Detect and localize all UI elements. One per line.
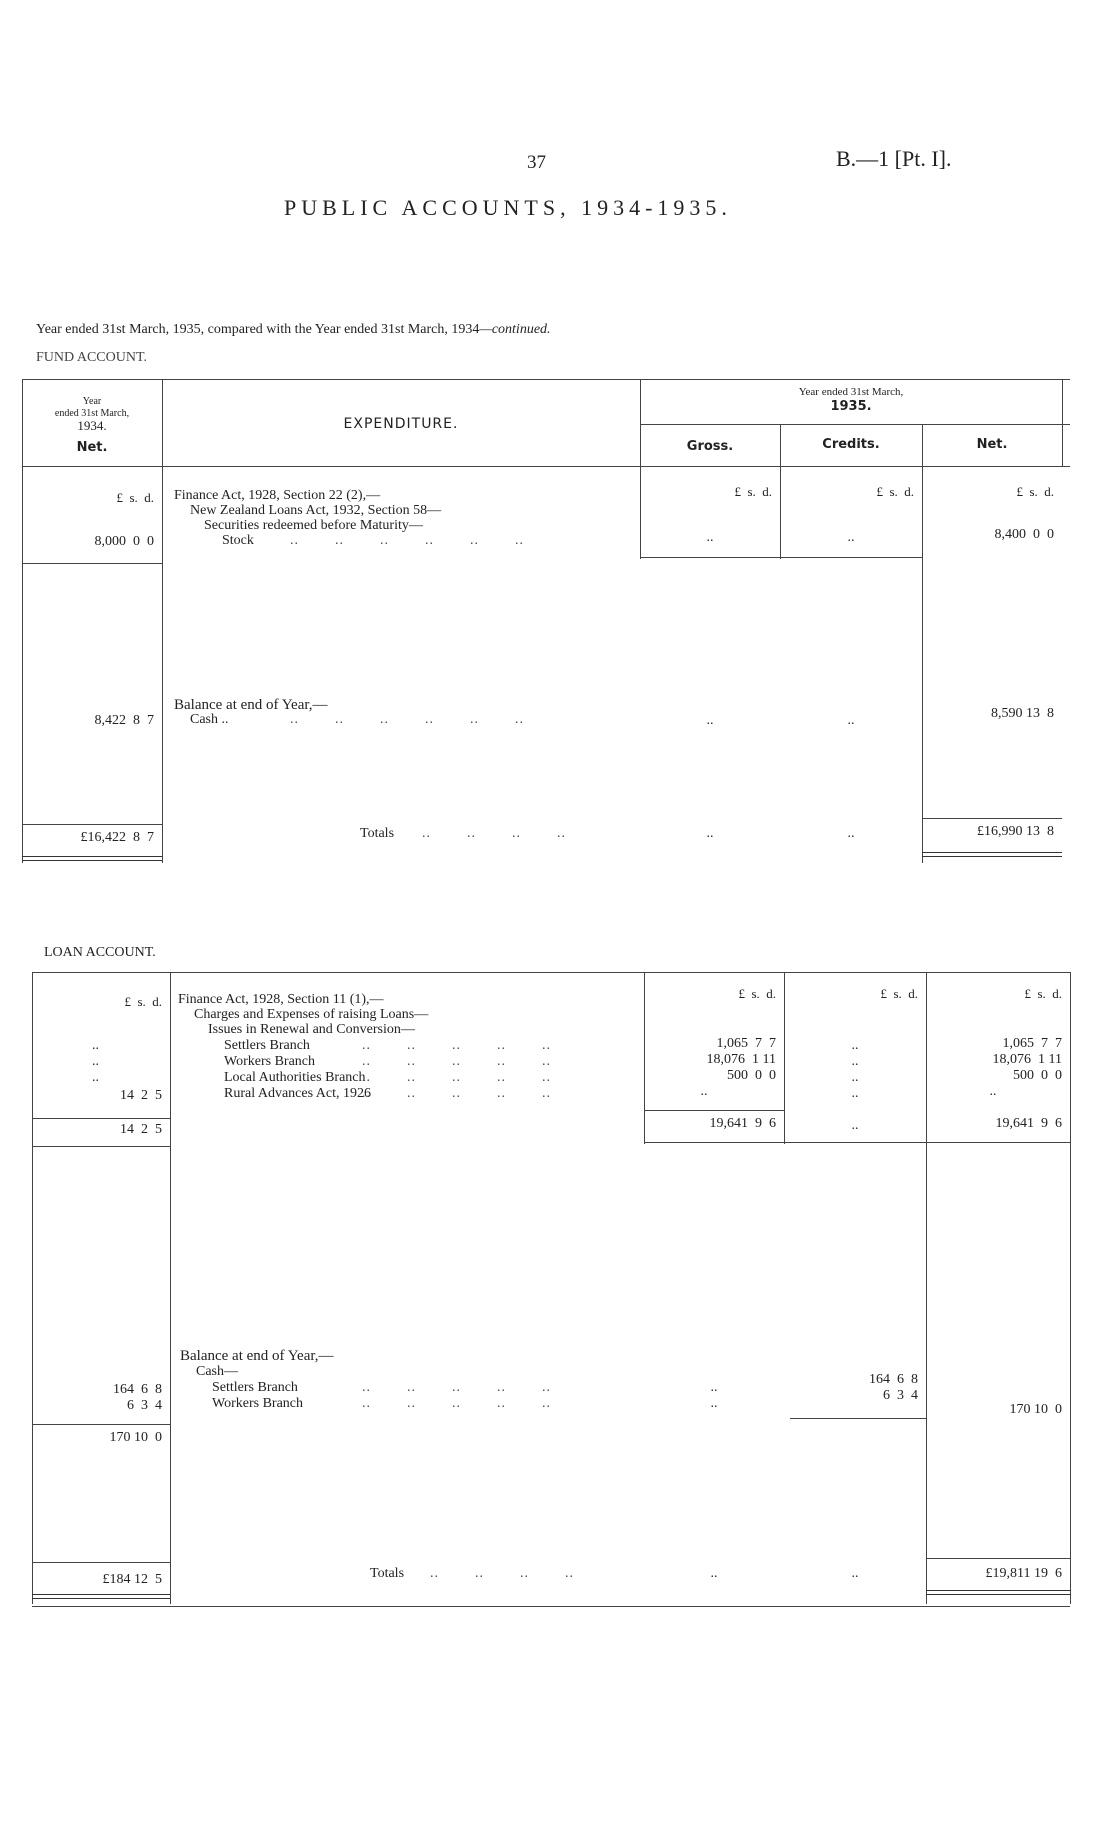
loan-balance-label: Balance at end of Year,—: [180, 1348, 334, 1364]
page-title: PUBLIC ACCOUNTS, 1934-1935.: [284, 195, 732, 220]
loan-totals-credits: ..: [851, 1566, 859, 1581]
loan-units-net: £ s. d.: [1024, 986, 1062, 1001]
loan-item-credits: ..: [851, 1054, 859, 1069]
loan-item-gross: 500 0 0: [727, 1068, 776, 1083]
loan-section-label: LOAN ACCOUNT.: [44, 945, 156, 960]
loan-item-label: Settlers Branch: [224, 1038, 310, 1053]
subtitle-continued: —continued.: [479, 322, 551, 337]
units-gross: £ s. d.: [734, 484, 772, 499]
loan-act-line1: Finance Act, 1928, Section 11 (1),—: [178, 992, 384, 1007]
fund-act-line2: New Zealand Loans Act, 1932, Section 58—: [190, 503, 442, 518]
fund-stock-label: Stock: [222, 533, 254, 548]
col-expenditure: EXPENDITURE.: [343, 416, 459, 432]
leader-dots: .. .. .. .. .. .. .. .. .. .. .. .. .. .. .. .. .. .. .. ..: [362, 1038, 551, 1101]
fund-section-label: FUND ACCOUNT.: [36, 350, 147, 365]
fund-balance-label: Balance at end of Year,—: [174, 697, 328, 713]
loan-subtotal-credits: ..: [851, 1118, 859, 1133]
subtitle-text: Year ended 31st March, 1935, compared with the Year ended 31st March, 1934: [36, 322, 480, 337]
fund-cash-gross: ..: [706, 713, 714, 728]
col-net: Net.: [976, 437, 1008, 452]
loan-totals-prev: £184 12 5: [102, 1572, 162, 1587]
loan-cash-item-gross: ..: [710, 1380, 718, 1395]
loan-act-line3: Issues in Renewal and Conversion—: [208, 1022, 415, 1037]
page-number: 37: [527, 152, 546, 173]
fund-stock-credits: ..: [847, 530, 855, 545]
loan-item-credits: ..: [851, 1038, 859, 1053]
loan-subtotal-gross: 19,641 9 6: [709, 1116, 776, 1131]
fund-stock-prev: 8,000 0 0: [94, 534, 154, 549]
col-gross: Gross.: [686, 439, 734, 454]
loan-subtotal-net: 19,641 9 6: [995, 1116, 1062, 1131]
loan-units-prev: £ s. d.: [124, 994, 162, 1009]
loan-cash-item-label: Settlers Branch: [212, 1380, 298, 1395]
fund-stock-gross: ..: [706, 530, 714, 545]
document-reference: B.—1 [Pt. I].: [836, 146, 952, 171]
leader-dots: .. .. .. .. .. .. .. .. .. ..: [362, 1380, 551, 1411]
loan-cash-net: 170 10 0: [1009, 1402, 1062, 1417]
loan-item-credits: ..: [851, 1070, 859, 1085]
loan-item-net: 1,065 7 7: [1002, 1036, 1062, 1051]
loan-totals-label: Totals: [370, 1566, 405, 1581]
fund-act-line3: Securities redeemed before Maturity—: [204, 518, 423, 533]
col-current-year-value: 1935.: [830, 399, 872, 414]
loan-cash-item-label: Workers Branch: [212, 1396, 304, 1411]
col-current-year: Year ended 31st March,: [798, 386, 904, 398]
col-prev-year-net: Net.: [76, 440, 108, 455]
loan-cash-subtotal-prev: 170 10 0: [109, 1430, 162, 1445]
loan-cash-item-credits: 6 3 4: [883, 1388, 918, 1403]
fund-stock-net: 8,400 0 0: [994, 527, 1054, 542]
loan-subtotal-prev: 14 2 5: [120, 1122, 162, 1137]
units-credits: £ s. d.: [876, 484, 914, 499]
loan-cash-label: Cash—: [196, 1364, 238, 1379]
loan-cash-item-prev: 164 6 8: [113, 1382, 162, 1397]
loan-item-prev: ..: [92, 1054, 99, 1069]
fund-totals-credits: ..: [847, 826, 855, 841]
loan-item-label: Workers Branch: [224, 1054, 316, 1069]
leader-dots: .. .. .. .. .. ..: [290, 533, 524, 548]
loan-item-gross: 18,076 1 11: [706, 1052, 776, 1067]
fund-cash-credits: ..: [847, 713, 855, 728]
loan-item-label: Rural Advances Act, 1926: [224, 1086, 371, 1101]
loan-units-gross: £ s. d.: [738, 986, 776, 1001]
fund-cash-prev: 8,422 8 7: [94, 713, 154, 728]
fund-act-line1: Finance Act, 1928, Section 22 (2),—: [174, 488, 381, 503]
loan-item-gross: 1,065 7 7: [716, 1036, 776, 1051]
table-subtitle: [36, 322, 551, 338]
fund-totals-net: £16,990 13 8: [977, 824, 1054, 839]
fund-cash-label: Cash ..: [190, 712, 229, 727]
loan-item-prev: ..: [92, 1038, 99, 1053]
loan-item-prev: ..: [92, 1070, 99, 1085]
loan-cash-item-credits: 164 6 8: [869, 1372, 918, 1387]
col-credits: Credits.: [822, 437, 880, 452]
loan-cash-item-gross: ..: [710, 1396, 718, 1411]
fund-totals-prev: £16,422 8 7: [80, 830, 154, 845]
loan-act-line2: Charges and Expenses of raising Loans—: [194, 1007, 429, 1022]
loan-item-net: 500 0 0: [1013, 1068, 1062, 1083]
leader-dots: .. .. .. .. .. ..: [290, 712, 524, 727]
loan-totals-gross: ..: [710, 1566, 718, 1581]
loan-totals-net: £19,811 19 6: [985, 1566, 1062, 1581]
loan-item-net: 18,076 1 11: [992, 1052, 1062, 1067]
leader-dots: .. .. .. ..: [422, 826, 566, 841]
loan-cash-item-prev: 6 3 4: [127, 1398, 162, 1413]
loan-item-net: ..: [989, 1084, 997, 1099]
fund-cash-net: 8,590 13 8: [991, 706, 1054, 721]
loan-item-prev: 14 2 5: [120, 1088, 162, 1103]
fund-totals-label: Totals: [360, 826, 395, 841]
leader-dots: .. .. .. ..: [430, 1566, 574, 1581]
fund-totals-gross: ..: [706, 826, 714, 841]
loan-item-label: Local Authorities Branch: [224, 1070, 366, 1085]
loan-item-credits: ..: [851, 1086, 859, 1101]
col-prev-year-header: Year ended 31st March, 1934.: [54, 396, 130, 433]
units-net: £ s. d.: [1016, 484, 1054, 499]
loan-item-gross: ..: [700, 1084, 708, 1099]
loan-units-credits: £ s. d.: [880, 986, 918, 1001]
units-prev: £ s. d.: [116, 490, 154, 505]
